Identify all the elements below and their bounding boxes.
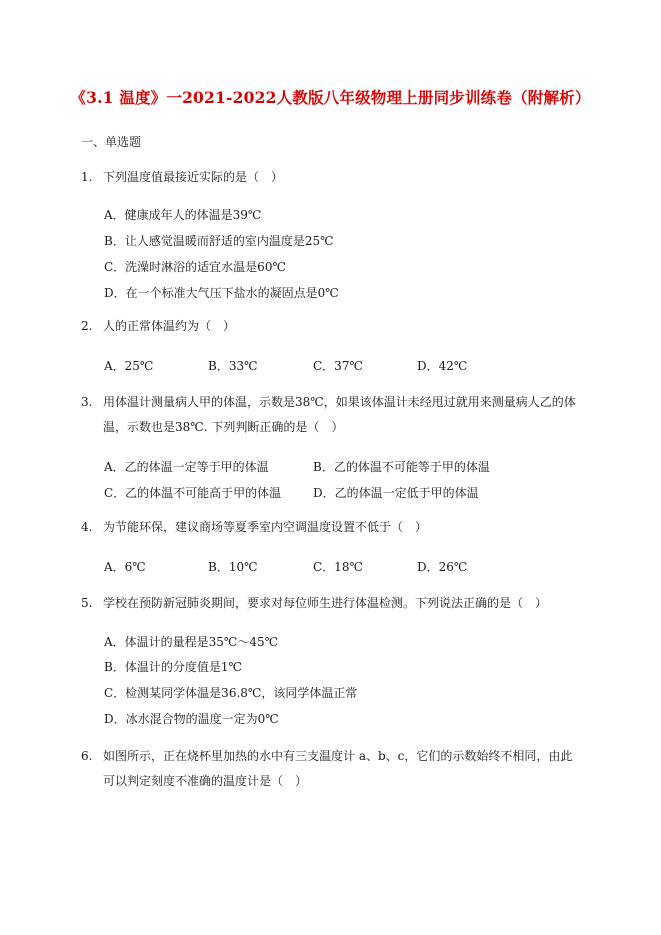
question-1 (81, 165, 581, 190)
option-c[interactable]: C．洗澡时淋浴的适宜水温是60℃ (104, 260, 286, 274)
option-d[interactable]: D．42℃ (417, 359, 468, 373)
question-stem: 用体温计测量病人甲的体温，示数是38℃，如果该体温计未经甩过就用来测量病人乙的体温，示数也是38℃. 下列判断正确的是（ ） (103, 395, 576, 434)
option-d[interactable]: D．冰水混合物的温度一定为0℃ (104, 712, 279, 726)
option-a[interactable]: A．体温计的量程是35℃～45℃ (104, 635, 279, 649)
question-number: 4. (81, 520, 93, 534)
option-b[interactable]: B．让人感觉温暖而舒适的室内温度是25℃ (104, 234, 334, 248)
page-title: 《3.1 温度》一2021-2022人教版八年级物理上册同步训练卷（附解析） (70, 88, 591, 107)
option-d[interactable]: D．在一个标准大气压下盐水的凝固点是0℃ (104, 286, 339, 300)
option-c[interactable]: C．乙的体温不可能高于甲的体温 (104, 486, 282, 500)
option-a[interactable]: A．健康成年人的体温是39℃ (104, 208, 262, 222)
question-stem: 如图所示，正在烧杯里加热的水中有三支温度计 a、b、c，它们的示数始终不相同，由此可以判定刻度不准确的温度计是（ ） (103, 749, 573, 788)
option-b[interactable]: B．10℃ (208, 560, 258, 574)
option-b[interactable]: B．体温计的分度值是1℃ (104, 660, 242, 674)
question-3 (81, 390, 581, 440)
option-a[interactable]: A．25℃ (104, 359, 154, 373)
option-d[interactable]: D．乙的体温一定低于甲的体温 (313, 486, 479, 500)
option-b[interactable]: B．乙的体温不可能等于甲的体温 (313, 460, 490, 474)
option-c[interactable]: C．18℃ (313, 560, 363, 574)
question-number: 1. (81, 170, 93, 184)
question-number: 6. (81, 749, 93, 763)
option-b[interactable]: B．33℃ (208, 359, 258, 373)
question-2 (81, 314, 581, 339)
question-4 (81, 515, 581, 540)
question-stem: 为节能环保，建议商场等夏季室内空调温度设置不低于（ ） (103, 520, 428, 534)
question-number: 2. (81, 319, 93, 333)
option-d[interactable]: D．26℃ (417, 560, 468, 574)
option-a[interactable]: A．乙的体温一定等于甲的体温 (104, 460, 269, 474)
question-number: 3. (81, 395, 93, 409)
question-stem: 下列温度值最接近实际的是（ ） (103, 170, 284, 184)
question-5 (81, 591, 581, 616)
question-6 (81, 744, 581, 794)
option-c[interactable]: C．检测某同学体温是36.8℃，该同学体温正常 (104, 686, 358, 700)
question-number: 5. (81, 596, 93, 610)
option-c[interactable]: C．37℃ (313, 359, 363, 373)
section-heading: 一、单选题 (81, 135, 142, 149)
question-stem: 人的正常体温约为（ ） (103, 319, 236, 333)
option-a[interactable]: A．6℃ (104, 560, 146, 574)
question-stem: 学校在预防新冠肺炎期间，要求对每位师生进行体温检测。下列说法正确的是（ ） (103, 596, 548, 610)
